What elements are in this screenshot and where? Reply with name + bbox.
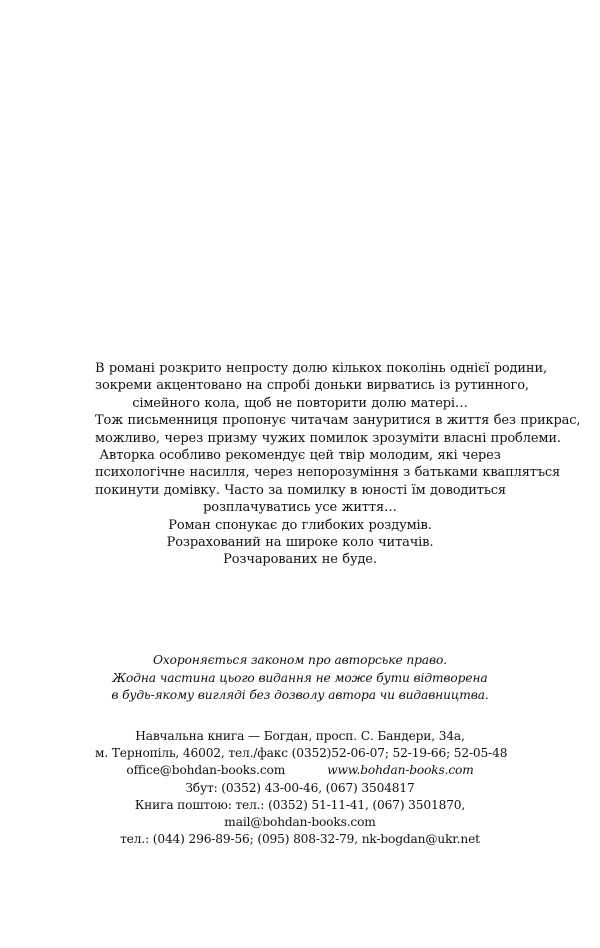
annotation-line-9: розплачуватись усе життя… <box>203 500 397 516</box>
copyright-notice <box>95 652 505 705</box>
copyright-line-1: Охороняється законом про авторське право. <box>153 653 447 667</box>
publisher-mail-order-phones: Книга поштою: тел.: (0352) 51-11-41, (067) 3501870, <box>134 797 466 812</box>
publisher-info <box>95 728 508 848</box>
publisher-contacts <box>95 762 505 779</box>
publisher-kyiv-contacts: тел.: (044) 296-89-56; (095) 808-32-79, nk-bogdan@ukr.net <box>120 832 480 847</box>
annotation-line-1: В романі розкрито непросту долю кількох поколінь однієї родини, <box>95 361 547 376</box>
publisher-sales-phones: Збут: (0352) 43-00-46, (067) 3504817 <box>185 780 415 795</box>
copyright-line-2: Жодна частина цього видання не може бути відтворена <box>112 670 488 685</box>
annotation-line-6: Авторка особливо рекомендує цей твір молодим, які через <box>99 448 501 464</box>
annotation-line-4: Тож письменниця пропонує читачам зануритися в життя без прикрас, <box>95 413 581 429</box>
annotation-line-11: Розрахований на широке коло читачів. <box>166 535 434 551</box>
annotation-line-10: Роман спонукає до глибоких роздумів. <box>168 517 432 533</box>
annotation-line-3: сімейного кола, щоб не повторити долю матері… <box>132 395 468 411</box>
publisher-name-address: Навчальна книга — Богдан, просп. С. Бандери, 34а, <box>135 729 465 743</box>
annotation-line-5: можливо, через призму чужих помилок зрозуміти власні проблеми. <box>95 430 561 446</box>
publisher-mail-order-email[interactable]: mail@bohdan-books.com <box>224 815 376 830</box>
publisher-website[interactable]: www.bohdan-books.com <box>327 763 474 778</box>
book-annotation <box>95 360 581 569</box>
annotation-line-7: психологічне насилля, через непорозуміння з батьками кваплятъся <box>95 465 561 481</box>
annotation-line-12: Розчарованих не буде. <box>223 552 377 568</box>
annotation-line-8: покинути домівку. Часто за помилку в юності їм доводиться <box>95 482 506 498</box>
publisher-city-phones: м. Тернопіль, 46002, тел./факс (0352)52-06-07; 52-19-66; 52-05-48 <box>95 746 508 761</box>
annotation-line-2: зокреми акцентовано на спробі доньки вирватись із рутинного, <box>95 378 529 394</box>
publisher-email[interactable]: office@bohdan-books.com <box>126 763 286 778</box>
copyright-line-3: в будь-якому вигляді без дозволу автора чи видавництва. <box>111 688 489 703</box>
